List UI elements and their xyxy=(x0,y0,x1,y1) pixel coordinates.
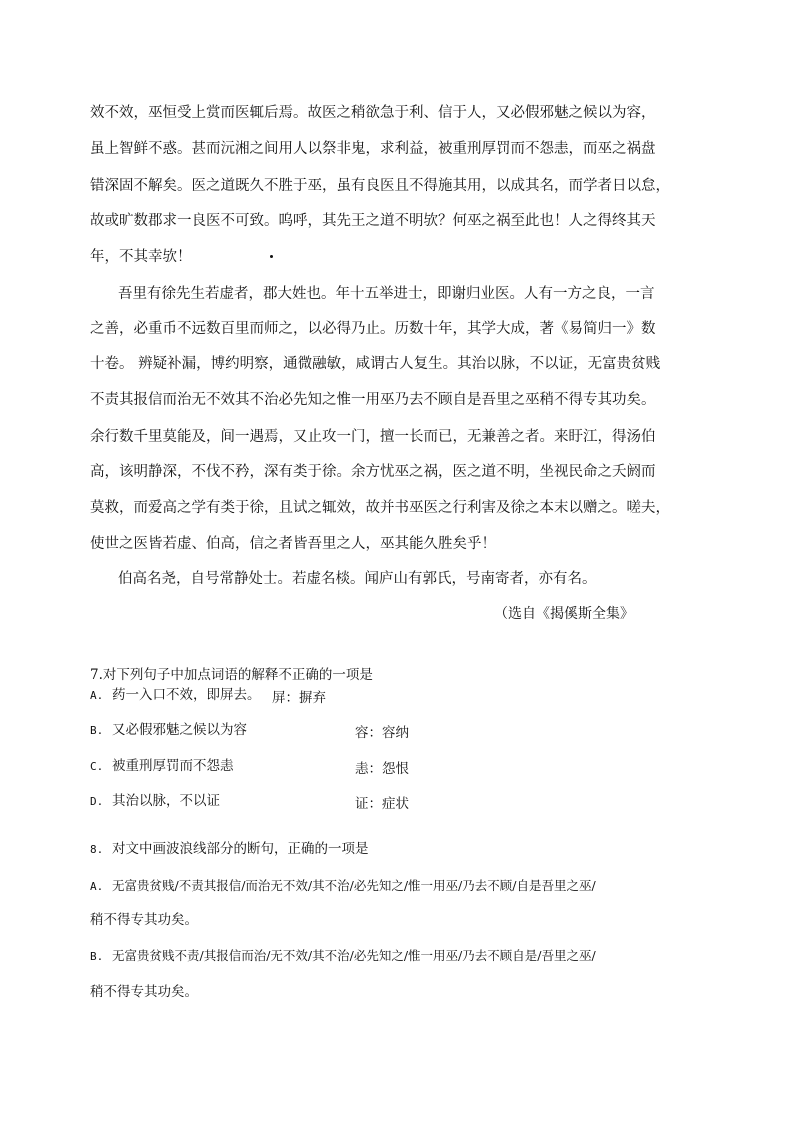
option-gloss: 容：容纳 xyxy=(355,725,409,741)
passage-line: 吾里有徐先生若虚者，郡大姓也。年十五举进士，即谢归业医。人有一方之良，一言 xyxy=(118,286,655,302)
option-label: A. xyxy=(90,880,104,893)
question-8-option-a-cont: 稍不得专其功矣。 xyxy=(90,912,198,928)
option-text: 无富贵贫贱/不责其报信/而治无不效/其不治/必先知之/惟一用巫/乃去不顾/自是吾里之巫/ xyxy=(112,878,596,893)
question-7-option-b xyxy=(90,721,247,740)
option-text: 无富贵贫贱不责/其报信而治/无不效/其不治/必先知之/惟一用巫/乃去不顾自是/吾里之巫/ xyxy=(112,948,596,963)
option-gloss: 证：症状 xyxy=(355,796,409,812)
option-label: B. xyxy=(90,724,104,737)
source-citation: （选自《揭傒斯全集》 xyxy=(494,606,634,622)
question-7-option-a xyxy=(90,686,261,705)
question-8-option-b xyxy=(90,947,596,966)
passage-line: 年，不其幸欤！ xyxy=(90,249,192,265)
question-7-option-d xyxy=(90,792,220,811)
passage-line: 莫救，而爱高之学有类于徐，且试之辄效，故并书巫医之行利害及徐之本末以赠之。嗟夫， xyxy=(90,500,670,516)
passage-line: 故或旷数郡求一良医不可致。呜呼，其先王之道不明欤？何巫之祸至此也！人之得终其天 xyxy=(90,213,656,229)
question-7-stem: 7.对下列句子中加点词语的解释不正确的一项是 xyxy=(90,667,373,683)
option-text: 被重刑厚罚而不怨恚 xyxy=(112,758,234,774)
passage-line: 使世之医皆若虚、伯高，信之者皆吾里之人，巫其能久胜矣乎！ xyxy=(90,536,496,552)
passage-line: 效不效，巫恒受上赏而医辄后焉。故医之稍欲急于利、信于人，又必假邪魅之候以为容， xyxy=(90,105,656,121)
passage-line: 虽上智鲜不惑。甚而沅湘之间用人以祭非鬼，求利益，被重刑厚罚而不怨恚，而巫之祸盘 xyxy=(90,141,656,157)
question-8-option-a xyxy=(90,877,596,896)
option-text: 又必假邪魅之候以为容 xyxy=(112,722,247,738)
option-text: 药一入口不效，即屏去。 xyxy=(112,687,261,703)
option-label: B. xyxy=(90,950,104,963)
option-gloss: 恚：怨恨 xyxy=(355,761,409,777)
question-number: 8. xyxy=(90,843,104,856)
option-text: 其治以脉，不以证 xyxy=(112,793,220,809)
passage-line: 高，该明静深，不伐不矜，深有类于徐。余方忧巫之祸，医之道不明，坐视民命之夭阏而 xyxy=(90,464,656,480)
passage-line: 伯高名尧，自号常静处士。若虚名棪。闻庐山有郭氏，号南寄者，亦有名。 xyxy=(118,571,597,587)
question-text: 对文中画波浪线部分的断句，正确的一项是 xyxy=(112,841,369,857)
passage-line: 错深固不解矣。医之道既久不胜于巫，虽有良医且不得施其用，以成其名，而学者日以怠， xyxy=(90,178,670,194)
option-label: A. xyxy=(90,689,104,702)
option-label: D. xyxy=(90,795,104,808)
option-label: C. xyxy=(90,760,104,773)
stray-mark xyxy=(270,255,273,258)
question-8-stem xyxy=(90,840,369,859)
passage-line: 之善，必重币不远数百里而师之，以必得乃止。历数十年，其学大成，著《易简归一》数 xyxy=(90,321,656,337)
question-7-option-c xyxy=(90,757,234,776)
passage-line: 余行数千里莫能及，间一遇焉，又止攻一门，擅一长而已，无兼善之者。来盱江，得汤伯 xyxy=(90,429,656,445)
question-8-option-b-cont: 稍不得专其功矣。 xyxy=(90,984,198,1000)
passage-line: 十卷。 辨疑补漏，博约明察，通微融敏，咸谓古人复生。其治以脉，不以证，无富贵贫贱 xyxy=(90,356,661,372)
passage-line: 不责其报信而治无不效其不治必先知之惟一用巫乃去不顾自是吾里之巫稍不得专其功矣。 xyxy=(90,392,656,408)
option-gloss: 屏：摒弃 xyxy=(272,690,326,706)
